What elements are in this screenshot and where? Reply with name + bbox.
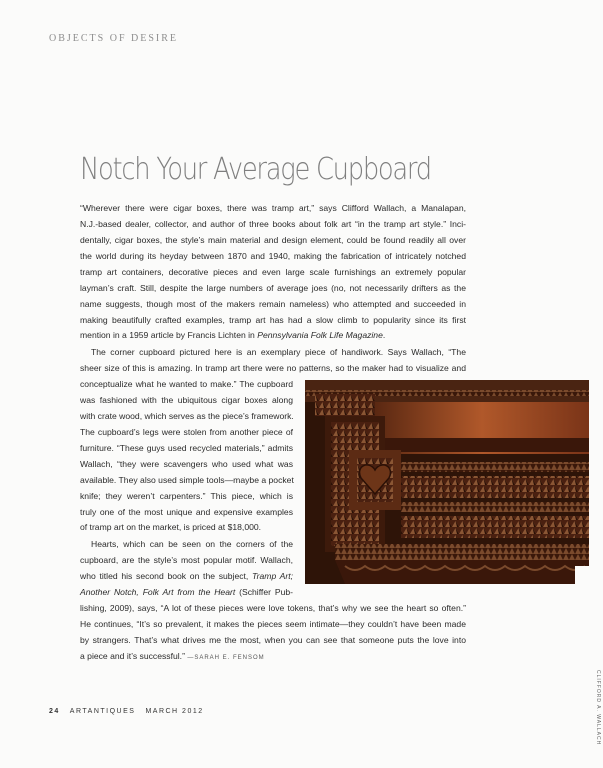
body-line: making beautifully crafted examples, tramp art has had a slow climb to popularity since its first [80,315,466,325]
page-footer [49,708,204,715]
body-line [80,651,466,664]
body-line: The corner cupboard pictured here is an exemplary piece of handiwork. Says Wallach, “The [91,347,466,357]
body-line: furniture. “These guys used recycled materials,” admits [80,443,293,453]
body-text: (Schiffer Pub- [235,587,293,597]
body-line: The cupboard’s legs were stolen from another piece of [80,427,293,437]
issue-date: MARCH 2012 [145,708,204,715]
cupboard-photo [305,380,589,584]
body-line: tramp art containers, decorative pieces and even large scale furnishings an extremely popular [80,267,466,277]
cupboard-illustration [305,380,589,584]
body-line: of tramp art on the market, is priced at $18,000. [80,522,262,532]
body-text: a piece and it’s successful.” [80,651,188,661]
body-text: who titled his second book on the subject, [80,571,253,581]
body-line: cupboard, are the style’s most popular motif. Wallach, [80,555,293,565]
body-line: the world during its heyday between 1870 and 1940, making the fabrication of intricately notched [80,251,466,261]
body-line: available. They also used simple tools—maybe a pocket [80,475,294,485]
body-line: conceptualize what he wanted to make.” The cupboard [80,379,293,389]
body-line: N.J.-based dealer, collector, and author of three books about folk art “in the tramp art style.” Inci- [80,219,466,229]
body-line [80,571,293,582]
body-line: Wallach, “they were scavengers who used what was [80,459,293,469]
book-title: Another Notch, Folk Art from the Heart [80,587,236,597]
body-line: layman’s craft. Still, despite the large numbers of average joes (no, not necessarily drifters as the [80,283,466,293]
body-line [80,587,293,598]
body-line: Hearts, which can be seen on the corners of the [91,539,293,549]
photo-credit: CLIFFORD A. WALLACH [595,670,601,746]
byline: —SARAH E. FENSOM [187,655,265,661]
publication-name: ARTANTIQUES [69,708,136,715]
page-number: 24 [49,708,60,715]
book-title: Tramp Art; [252,571,293,581]
body-line: “Wherever there were cigar boxes, there was tramp art,” says Clifford Wallach, a Manalapan, [80,203,466,213]
body-line [80,330,466,341]
body-text: mention in a 1959 article by Francis Lichten in [80,330,258,340]
body-line: was fashioned with the ubiquitous cigar boxes along [80,395,293,405]
body-line: knife; they weren’t carpenters.” This piece, which is [80,491,293,501]
article-headline: Notch Your Average Cupboard [80,152,431,187]
body-line: truly one of the most unique and expensive examples [80,507,293,517]
body-line: name suggests, though most of the makers remain nameless) who attempted and succeeded in [80,299,466,309]
body-text: . [382,330,386,340]
body-line: dentally, cigar boxes, the style’s main material and design element, could be found readily all over [80,235,466,245]
body-line: lishing, 2009), says, “A lot of these pieces were love tokens, that’s why we see the heart so often.” [80,603,466,613]
magazine-title: Pennsylvania Folk Life Magazine [257,330,383,340]
body-line: with crate wood, which serves as the piece’s framework. [80,411,294,421]
body-line: He continues, “It’s so prevalent, it makes the pieces seem intimate—they couldn’t have been made [80,619,466,629]
section-label: OBJECTS OF DESIRE [49,33,179,44]
body-line: sheer size of this is amazing. In tramp art there were no patterns, so the maker had to visualize and [80,363,466,373]
body-line: by strangers. That’s what drives me the most, when you can see that someone puts the love into [80,635,466,645]
